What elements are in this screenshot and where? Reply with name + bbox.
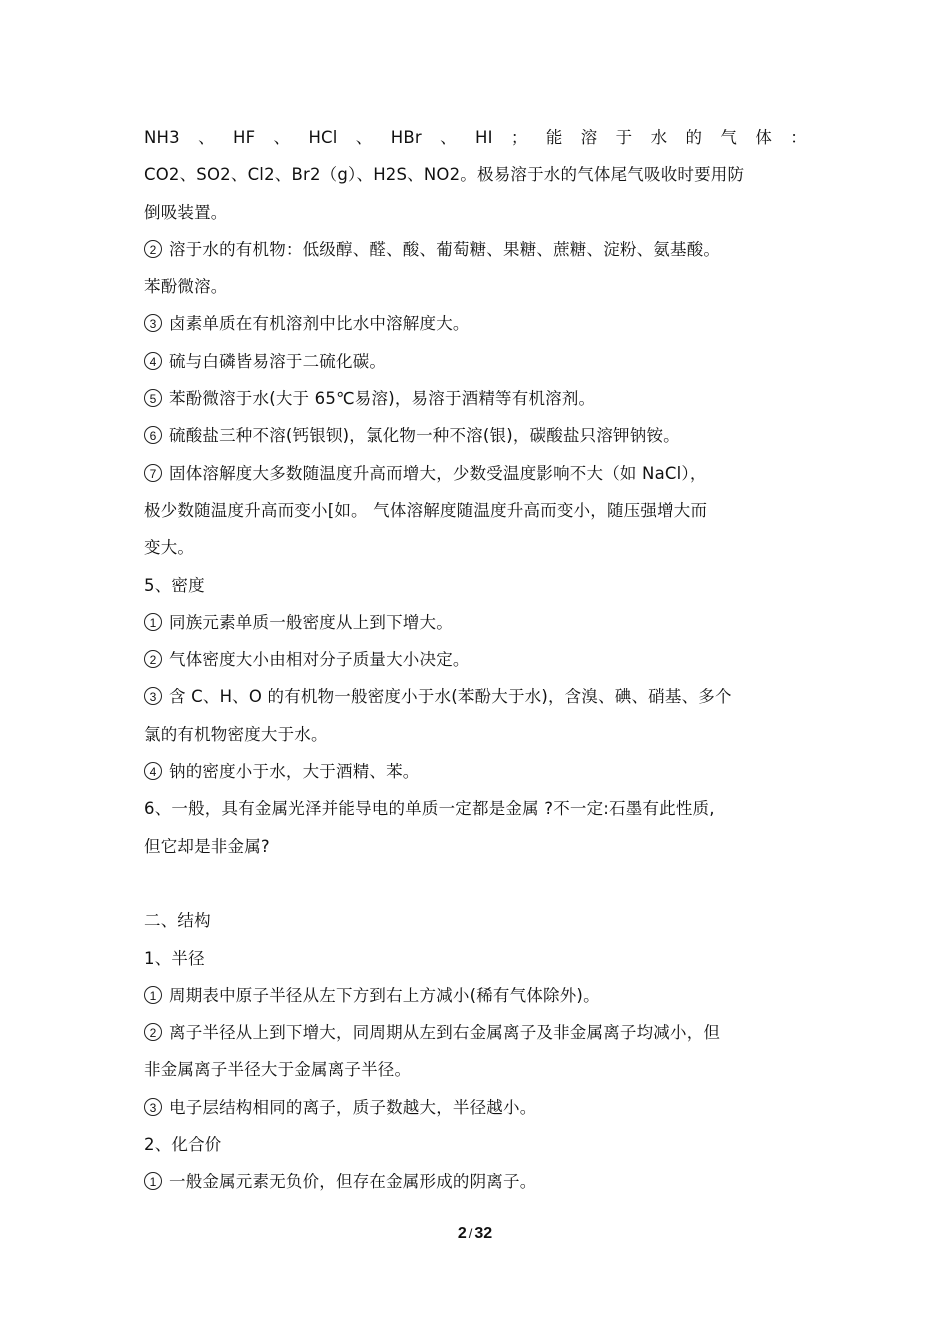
text-line [144, 529, 807, 566]
text-line [144, 790, 807, 827]
text-fragment: HBr [390, 128, 422, 147]
total-pages: 32 [474, 1225, 493, 1242]
text-line [144, 119, 807, 156]
blank-line [144, 865, 807, 902]
circled-number-icon: 6 [144, 426, 162, 444]
text-line [144, 268, 807, 305]
page-number [0, 1225, 950, 1243]
list-item [144, 380, 807, 417]
circled-number-icon: 2 [144, 1023, 162, 1041]
circled-number-icon: 1 [144, 1172, 162, 1190]
text-line [144, 716, 807, 753]
text-fragment: NH3 [144, 128, 180, 147]
section-heading [144, 1126, 807, 1163]
line-text: 卤素单质在有机溶剂中比水中溶解度大。 [169, 314, 470, 334]
line-text: 1、半径 [144, 948, 205, 968]
text-fragment: 、 [273, 128, 291, 147]
circled-number-icon: 1 [144, 986, 162, 1004]
line-text: 5、密度 [144, 575, 205, 595]
circled-number-icon: 3 [144, 687, 162, 705]
text-fragment: 水 [650, 128, 668, 147]
text-fragment: HF [233, 128, 256, 147]
line-text: 硫与白磷皆易溶于二硫化碳。 [169, 351, 387, 371]
text-fragment: ： [790, 128, 807, 147]
line-text: 含 C、H、O 的有机物一般密度小于水(苯酚大于水)，含溴、碘、硝基、多个 [169, 687, 732, 707]
text-fragment: 于 [615, 128, 633, 147]
circled-number-icon: 7 [144, 464, 162, 482]
line-text: 变大。 [144, 538, 195, 558]
list-item [144, 641, 807, 678]
circled-number-icon: 4 [144, 352, 162, 370]
list-item [144, 678, 807, 715]
list-item [144, 1163, 807, 1200]
list-item [144, 305, 807, 342]
list-item [144, 343, 807, 380]
circled-number-icon: 5 [144, 389, 162, 407]
line-text: 6、一般，具有金属光泽并能导电的单质一定都是金属 ?不一定:石墨有此性质, [144, 799, 715, 819]
list-item [144, 1089, 807, 1126]
text-fragment: 的 [685, 128, 703, 147]
text-line [144, 156, 807, 193]
circled-number-icon: 2 [144, 240, 162, 258]
text-fragment: 、 [440, 128, 457, 147]
text-fragment: 气 [720, 128, 738, 147]
list-item [144, 977, 807, 1014]
circled-number-icon: 3 [144, 1098, 162, 1116]
list-item [144, 604, 807, 641]
text-line [144, 194, 807, 231]
line-text: 极少数随温度升高而变小[如。 气体溶解度随温度升高而变小，随压强增大而 [144, 500, 708, 520]
line-text: 固体溶解度大多数随温度升高而增大，少数受温度影响不大（如 NaCl）， [169, 463, 707, 483]
line-text: 离子半径从上到下增大，同周期从左到右金属离子及非金属离子均减小，但 [169, 1023, 721, 1043]
line-text: 二、结构 [144, 911, 211, 931]
list-item [144, 1014, 807, 1051]
line-text: 2、化合价 [144, 1135, 222, 1155]
text-fragment: 能 [545, 128, 563, 147]
text-fragment: HI [474, 128, 493, 147]
circled-number-icon: 2 [144, 650, 162, 668]
text-fragment: ； [510, 128, 528, 147]
line-text: 同族元素单质一般密度从上到下增大。 [169, 612, 453, 632]
line-text: 气体密度大小由相对分子质量大小决定。 [169, 650, 470, 670]
line-text: 电子层结构相同的离子，质子数越大，半径越小。 [169, 1097, 537, 1117]
list-item [144, 417, 807, 454]
text-fragment: 、 [355, 128, 373, 147]
line-text: 硫酸盐三种不溶(钙银钡)，氯化物一种不溶(银)，碳酸盐只溶钾钠铵。 [169, 426, 680, 446]
text-fragment: 、 [198, 128, 215, 147]
line-text: 非金属离子半径大于金属离子半径。 [144, 1060, 412, 1080]
section-heading [144, 902, 807, 939]
section-heading [144, 567, 807, 604]
line-text: 苯酚微溶。 [144, 277, 228, 297]
list-item [144, 753, 807, 790]
text-line [144, 1051, 807, 1088]
text-fragment: 体 [755, 128, 773, 147]
current-page: 2 [457, 1225, 467, 1242]
line-text: 一般金属元素无负价，但存在金属形成的阴离子。 [169, 1172, 537, 1192]
list-item [144, 455, 807, 492]
line-text: CO2、SO2、Cl2、Br2（g）、H2S、NO2。极易溶于水的气体尾气吸收时要用防 [144, 165, 745, 185]
line-text: 溶于水的有机物：低级醇、醛、酸、葡萄糖、果糖、蔗糖、淀粉、氨基酸。 [169, 239, 721, 259]
text-line [144, 492, 807, 529]
section-heading [144, 940, 807, 977]
text-fragment: HCl [308, 128, 338, 147]
circled-number-icon: 1 [144, 613, 162, 631]
circled-number-icon: 4 [144, 762, 162, 780]
document-body [144, 119, 807, 1201]
circled-number-icon: 3 [144, 314, 162, 332]
line-text: 氯的有机物密度大于水。 [144, 724, 328, 744]
text-fragment: 溶 [580, 128, 598, 147]
line-text: 苯酚微溶于水(大于 65℃易溶)，易溶于酒精等有机溶剂。 [169, 389, 596, 409]
text-line [144, 828, 807, 865]
line-text: 钠的密度小于水，大于酒精、苯。 [169, 762, 420, 782]
list-item [144, 231, 807, 268]
line-text: 周期表中原子半径从左下方到右上方减小(稀有气体除外)。 [169, 985, 600, 1005]
line-text: 倒吸装置。 [144, 202, 228, 222]
page-separator: / [468, 1226, 473, 1241]
line-text: 但它却是非金属? [144, 836, 270, 856]
